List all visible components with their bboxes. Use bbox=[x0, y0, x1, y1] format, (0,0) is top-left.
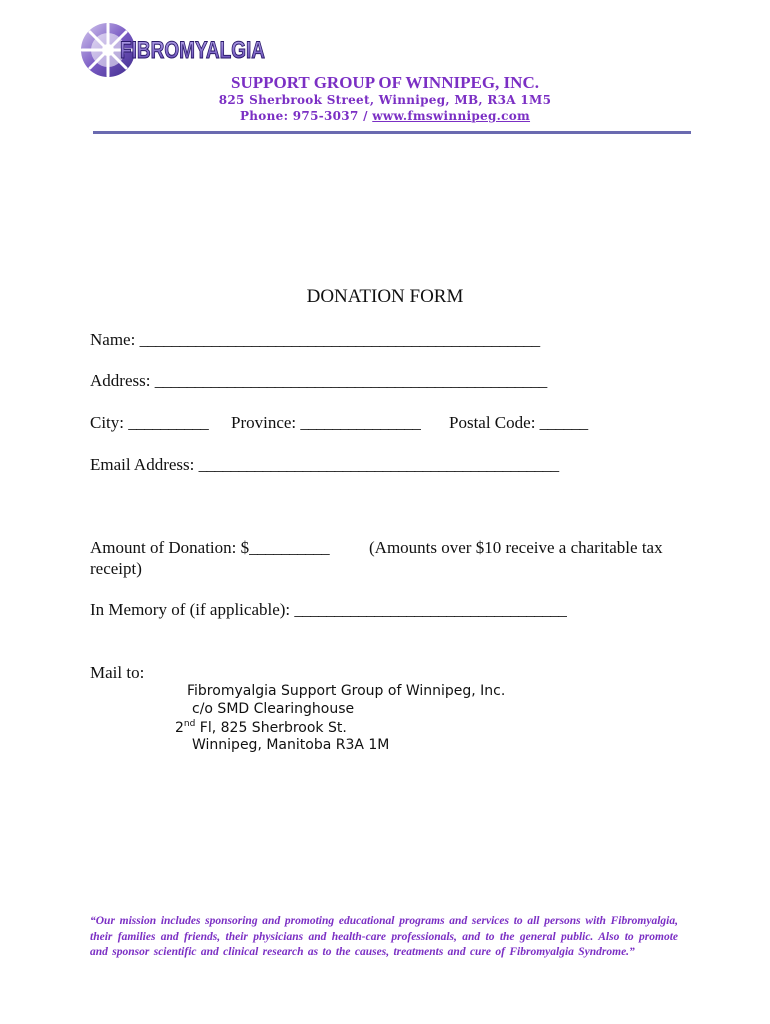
name-label: Name: bbox=[90, 330, 136, 349]
city-blank[interactable]: __________ bbox=[128, 413, 209, 432]
name-blank[interactable]: __________________________________________________ bbox=[139, 330, 540, 349]
floor-street: Fl, 825 Sherbrook St. bbox=[195, 720, 347, 736]
email-label: Email Address: bbox=[90, 455, 195, 474]
fibromyalgia-logo bbox=[76, 18, 271, 78]
floor-number: 2 bbox=[175, 720, 184, 736]
mail-to-label: Mail to: bbox=[90, 663, 145, 682]
address-blank[interactable]: _________________________________________________ bbox=[154, 371, 547, 390]
mission-statement: “Our mission includes sponsoring and promoting educational programs and services to all persons with Fibromyalgia, their families and friends, their physicians and health-care professionals, and to the general public. Also to promote and sponsor scientific and clinical research as to the causes, treatments and cure of Fibromyalgia Syndrome.” bbox=[90, 915, 678, 958]
phone-text: Phone: 975-3037 / bbox=[239, 109, 373, 123]
memory-label: In Memory of (if applicable): bbox=[90, 600, 291, 619]
mail-address-line-1: Fibromyalgia Support Group of Winnipeg, Inc. bbox=[187, 683, 506, 699]
postal-code-label: Postal Code: bbox=[449, 413, 536, 432]
province-field bbox=[231, 413, 420, 433]
logo-wordmark: FIBROMYALGIA bbox=[120, 37, 265, 64]
province-label: Province: bbox=[231, 413, 297, 432]
email-blank[interactable]: _____________________________________________ bbox=[198, 455, 559, 474]
email-field bbox=[90, 455, 559, 475]
postal-code-field bbox=[449, 413, 588, 433]
floor-suffix: nd bbox=[183, 719, 196, 729]
org-address: 825 Sherbrook Street, Winnipeg, MB, R3A 1M5 bbox=[218, 93, 552, 107]
mail-address-line-2: c/o SMD Clearinghouse bbox=[192, 701, 355, 717]
name-field bbox=[90, 330, 540, 350]
postal-code-blank[interactable]: ______ bbox=[539, 413, 588, 432]
org-contact bbox=[0, 109, 770, 123]
memory-field bbox=[90, 600, 566, 620]
mail-address-line-3 bbox=[175, 719, 347, 736]
mail-address-line-4: Winnipeg, Manitoba R3A 1M bbox=[192, 737, 390, 753]
city-label: City: bbox=[90, 413, 125, 432]
org-name: SUPPORT GROUP OF WINNIPEG, INC. bbox=[231, 73, 539, 92]
amount-note: (Amounts over $10 receive a charitable tax bbox=[369, 538, 663, 557]
website-link[interactable]: www.fmswinnipeg.com bbox=[372, 109, 531, 123]
form-title: DONATION FORM bbox=[306, 286, 464, 307]
amount-note-continued: receipt) bbox=[90, 559, 142, 578]
address-field bbox=[90, 371, 547, 391]
province-blank[interactable]: _______________ bbox=[300, 413, 421, 432]
address-label: Address: bbox=[90, 371, 151, 390]
amount-blank[interactable]: __________ bbox=[249, 538, 330, 557]
city-field bbox=[90, 413, 208, 433]
amount-field bbox=[90, 538, 329, 558]
header-divider bbox=[93, 131, 691, 134]
amount-label: Amount of Donation: $ bbox=[90, 538, 250, 557]
memory-blank[interactable]: __________________________________ bbox=[294, 600, 567, 619]
